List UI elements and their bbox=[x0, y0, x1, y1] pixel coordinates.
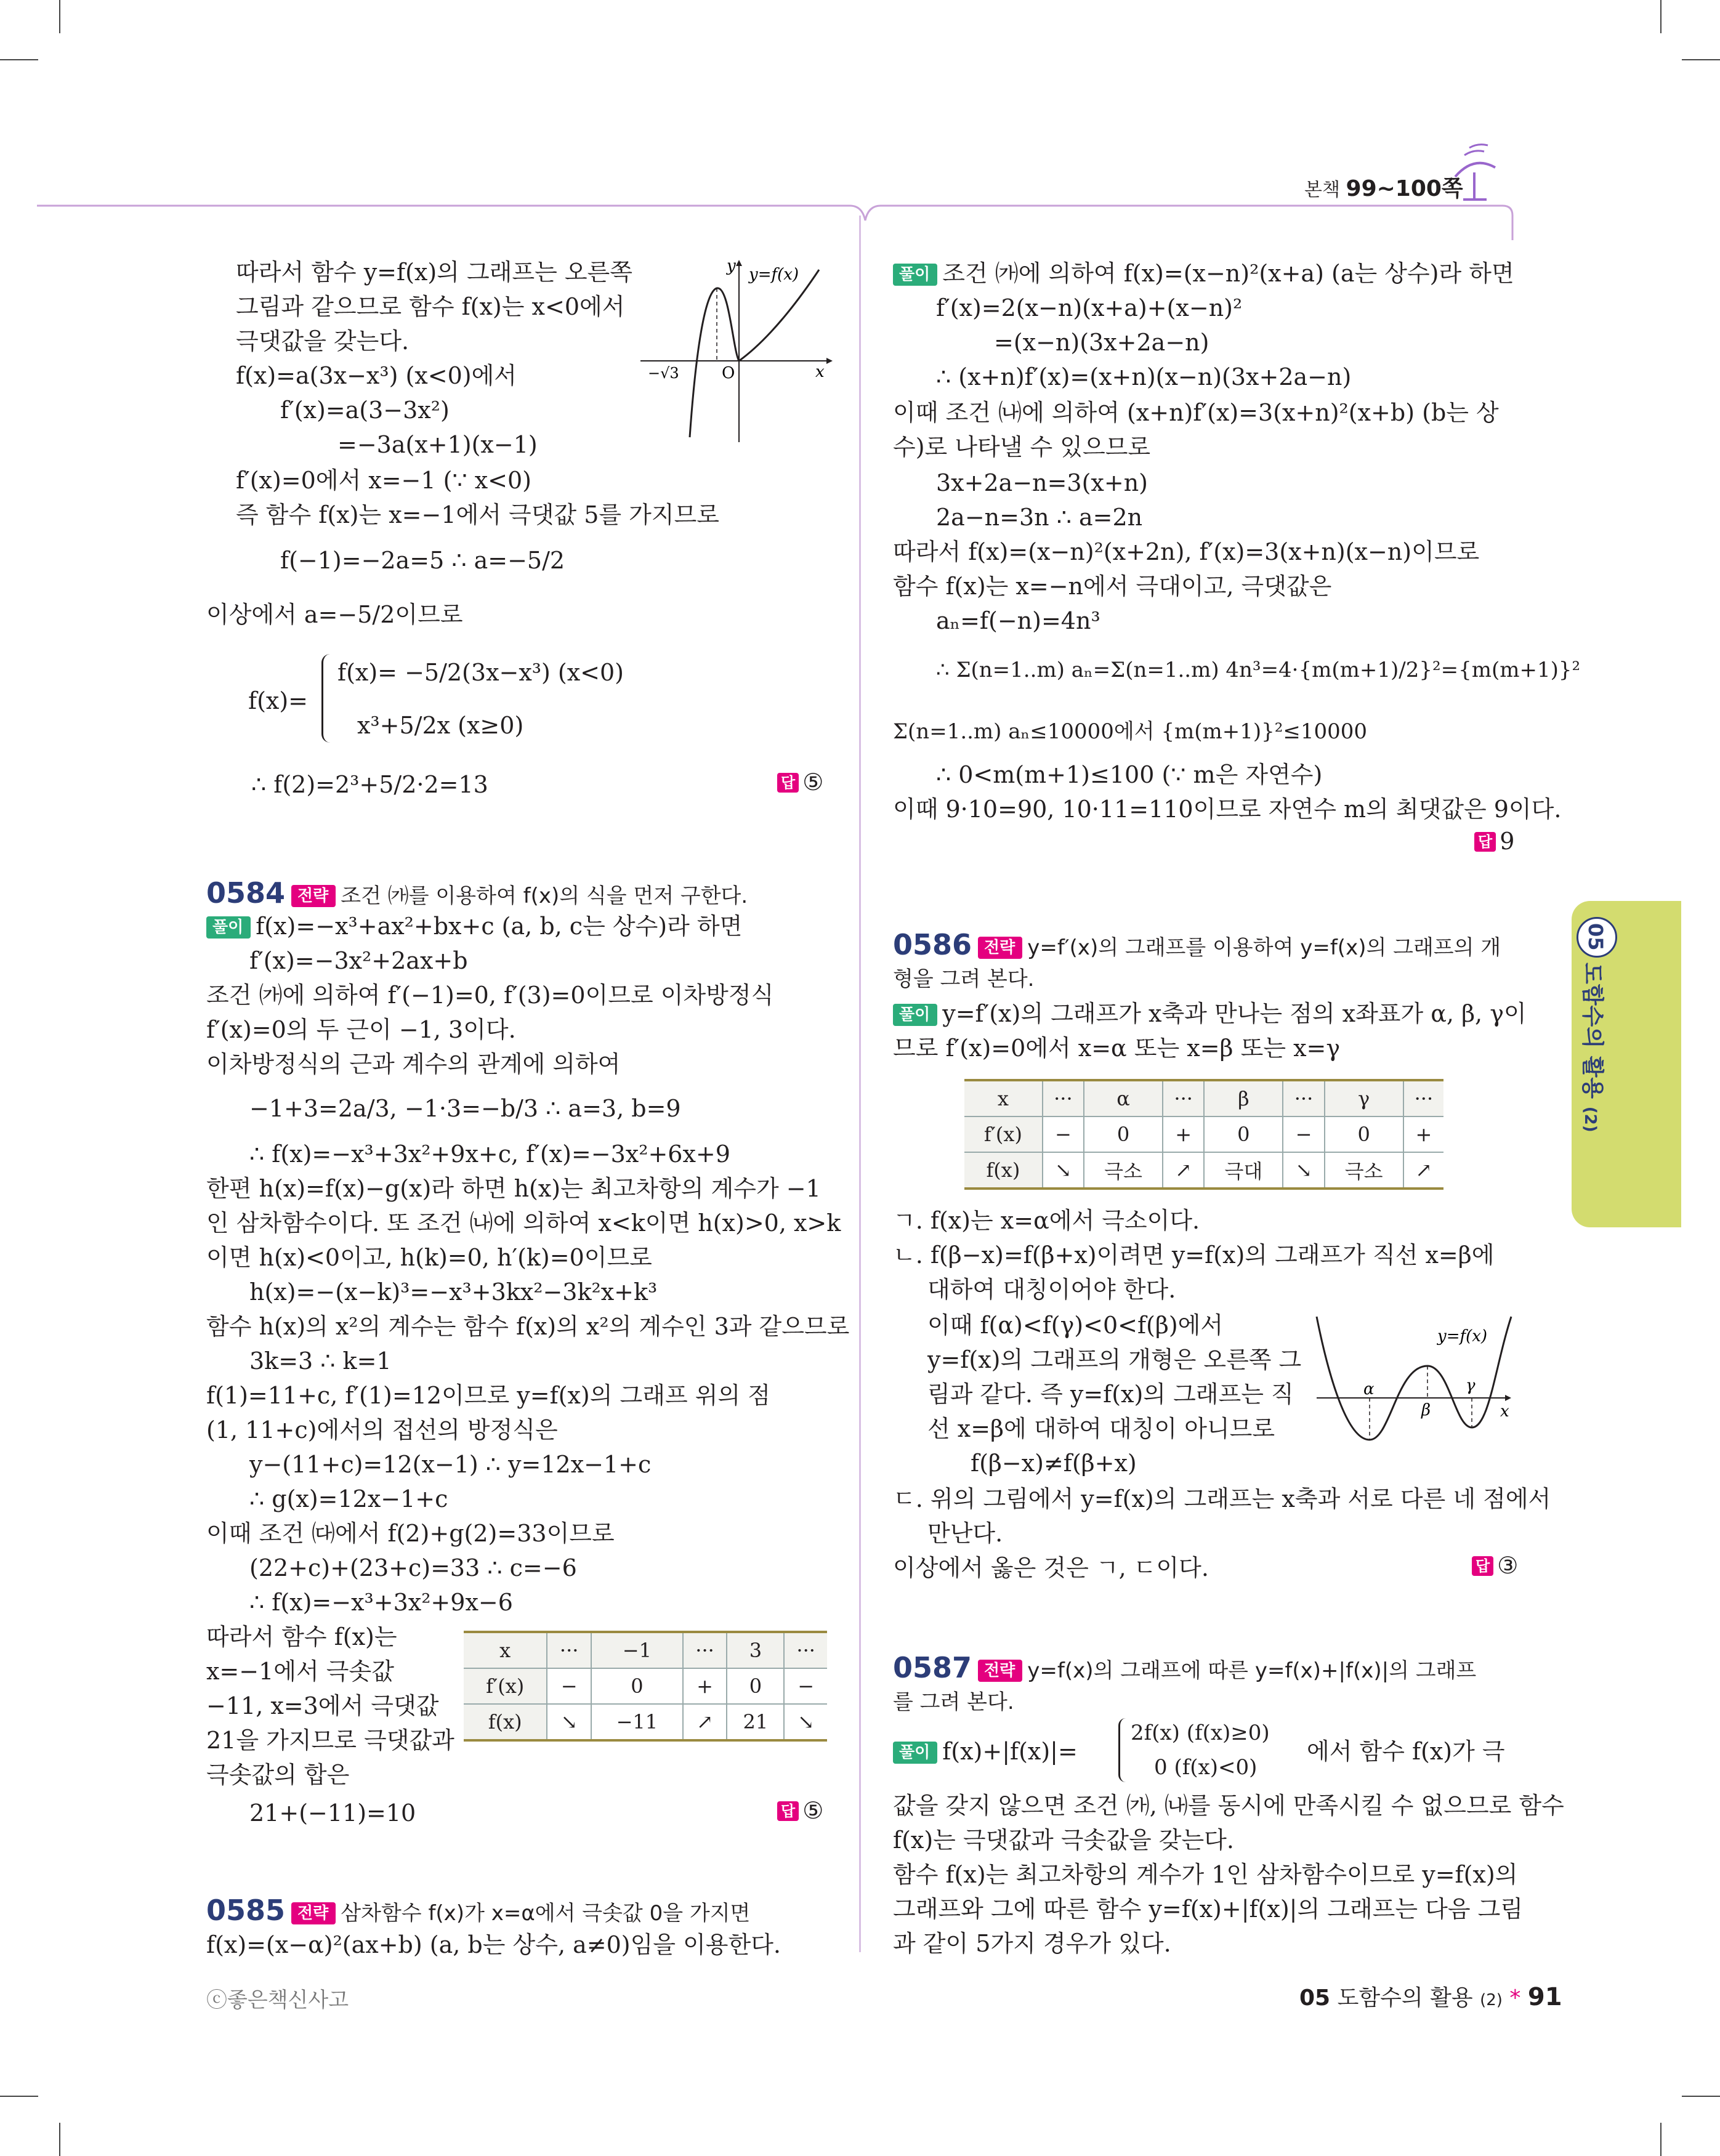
text-line: ∴ g(x)=12x−1+c bbox=[249, 1485, 448, 1512]
text-line: f(x)+|f(x)|= bbox=[942, 1738, 1078, 1765]
text-line: 이면 h(x)<0이고, h(k)=0, h′(k)=0이므로 bbox=[206, 1244, 652, 1271]
text-line: 이때 조건 ㈏에 의하여 (x+n)f′(x)=3(x+n)²(x+b) (b는 상 bbox=[893, 399, 1499, 426]
table-cell: 0 bbox=[1325, 1116, 1403, 1152]
problem-number: 0586 bbox=[893, 928, 972, 961]
answer-badge: 답 bbox=[777, 1801, 799, 1821]
text-line: 함수 f(x)는 x=−n에서 극대이고, 극댓값은 bbox=[893, 573, 1332, 600]
strategy-badge: 전략 bbox=[291, 885, 336, 907]
answer-value: ⑤ bbox=[802, 1797, 824, 1824]
table-cell: f′(x) bbox=[464, 1668, 547, 1704]
table-cell: ↘ bbox=[1043, 1152, 1084, 1189]
table-cell: x bbox=[464, 1632, 547, 1668]
table-cell: 극소 bbox=[1325, 1152, 1403, 1189]
text-line: ㄴ. f(β−x)=f(β+x)이려면 y=f(x)의 그래프가 직선 x=β에 bbox=[893, 1242, 1495, 1269]
satellite-dish-icon bbox=[1446, 143, 1501, 204]
problem-0586-heading bbox=[893, 927, 1501, 965]
text-line: 한편 h(x)=f(x)−g(x)라 하면 h(x)는 최고차항의 계수가 −1 bbox=[206, 1175, 821, 1202]
chapter-title-vertical bbox=[1578, 963, 1610, 1133]
text-line: ∴ (x+n)f′(x)=(x+n)(x−n)(3x+2a−n) bbox=[936, 363, 1352, 390]
variation-table-0584 bbox=[464, 1631, 827, 1742]
solution-badge: 풀이 bbox=[893, 1742, 937, 1764]
table-cell: + bbox=[1403, 1116, 1443, 1152]
answer-badge: 답 bbox=[1474, 832, 1496, 852]
ref-prefix: 본책 bbox=[1304, 179, 1340, 201]
text-line: 함수 h(x)의 x²의 계수는 함수 f(x)의 x²의 계수인 3과 같으므로 bbox=[206, 1313, 850, 1340]
text-line: 함수 f(x)는 최고차항의 계수가 1인 삼차함수이므로 y=f(x)의 bbox=[893, 1861, 1518, 1888]
text-line: f′(x)=−3x²+2ax+b bbox=[249, 947, 468, 974]
text-line: 만난다. bbox=[927, 1520, 1003, 1547]
table-cell: f′(x) bbox=[964, 1116, 1043, 1152]
quartic-graph bbox=[1310, 1310, 1520, 1452]
text-line: f(x)=a(3x−x³) (x<0)에서 bbox=[236, 362, 517, 389]
text-line: =−3a(x+1)(x−1) bbox=[337, 431, 538, 458]
text-line: −1+3=2a/3, −1·3=−b/3 ∴ a=3, b=9 bbox=[249, 1095, 681, 1122]
text-line: 이때 9·10=90, 10·11=110이므로 자연수 m의 최댓값은 9이다. bbox=[893, 796, 1562, 823]
text-line: y−(11+c)=12(x−1) ∴ y=12x−1+c bbox=[249, 1451, 652, 1478]
table-cell: − bbox=[784, 1668, 827, 1704]
table-cell: 극소 bbox=[1084, 1152, 1163, 1189]
strategy-text: y=f(x)의 그래프에 따른 y=f(x)+|f(x)|의 그래프 bbox=[1027, 1658, 1477, 1683]
strategy-text: 조건 ㈎를 이용하여 f(x)의 식을 먼저 구한다. bbox=[341, 884, 748, 908]
text-line: 이상에서 a=−5/2이므로 bbox=[206, 601, 463, 628]
text-line: aₙ=f(−n)=4n³ bbox=[936, 607, 1100, 634]
text-line: 3k=3 ∴ k=1 bbox=[249, 1347, 392, 1375]
table-cell: 3 bbox=[727, 1632, 784, 1668]
curve-label: y=f(x) bbox=[1437, 1327, 1488, 1346]
text-line: f′(x)=2(x−n)(x+a)+(x−n)² bbox=[936, 294, 1243, 321]
text-line: ∴ 0<m(m+1)≤100 (∵ m은 자연수) bbox=[936, 761, 1323, 788]
text-line: f(x)=−x³+ax²+bx+c (a, b, c는 상수)라 하면 bbox=[256, 913, 743, 940]
text-line: 따라서 함수 f(x)는 bbox=[206, 1623, 397, 1650]
text-line: 이상에서 옳은 것은 ㄱ, ㄷ이다. bbox=[893, 1554, 1209, 1581]
strategy-badge: 전략 bbox=[978, 1660, 1022, 1682]
piecewise-brace bbox=[321, 654, 334, 743]
strategy-text: 삼차함수 f(x)가 x=α에서 극솟값 0을 가지면 bbox=[341, 1901, 751, 1926]
piecewise-label: f(x)= bbox=[248, 687, 308, 714]
table-cell: − bbox=[547, 1668, 591, 1704]
text-line: f′(x)=0에서 x=−1 (∵ x<0) bbox=[236, 467, 532, 494]
text-line: 선 x=β에 대하여 대칭이 아니므로 bbox=[927, 1415, 1275, 1442]
text-line: =(x−n)(3x+2a−n) bbox=[994, 329, 1209, 356]
solution-line bbox=[893, 1734, 1078, 1769]
table-cell: − bbox=[1043, 1116, 1084, 1152]
footer-chapter-number: 05 bbox=[1299, 1985, 1331, 2011]
answer-0586 bbox=[1472, 1552, 1518, 1579]
answer-value: ⑤ bbox=[802, 769, 824, 796]
text-line: (22+c)+(23+c)=33 ∴ c=−6 bbox=[249, 1554, 577, 1581]
table-cell: 0 bbox=[591, 1668, 683, 1704]
ref-pages: 99~100쪽 bbox=[1346, 176, 1463, 201]
text-line: 이차방정식의 근과 계수의 관계에 의하여 bbox=[206, 1051, 621, 1078]
table-cell: x bbox=[964, 1080, 1043, 1116]
answer-badge: 답 bbox=[1472, 1556, 1493, 1576]
beta-label: β bbox=[1421, 1401, 1431, 1419]
table-cell: γ bbox=[1325, 1080, 1403, 1116]
answer-cont bbox=[777, 769, 823, 796]
table-cell: ··· bbox=[1283, 1080, 1324, 1116]
table-cell: ↘ bbox=[1283, 1152, 1324, 1189]
text-line: f(1)=11+c, f′(1)=12이므로 y=f(x)의 그래프 위의 점 bbox=[206, 1382, 770, 1409]
answer-badge: 답 bbox=[777, 773, 799, 793]
text-line: Σ(n=1..m) aₙ≤10000에서 {m(m+1)}²≤10000 bbox=[893, 719, 1368, 744]
table-cell: ↗ bbox=[683, 1704, 727, 1740]
text-line: ∴ f(x)=−x³+3x²+9x+c, f′(x)=−3x²+6x+9 bbox=[249, 1141, 730, 1168]
text-line: 21을 가지므로 극댓값과 bbox=[206, 1727, 454, 1754]
text-line: (1, 11+c)에서의 접선의 방정식은 bbox=[206, 1416, 558, 1443]
text-line: 따라서 함수 y=f(x)의 그래프는 오른쪽 bbox=[236, 259, 632, 286]
text-line: ∴ f(2)=2³+5/2·2=13 bbox=[251, 771, 488, 798]
text-line: 를 그려 본다. bbox=[893, 1690, 1014, 1714]
text-line: 이때 f(α)<f(γ)<0<f(β)에서 bbox=[927, 1312, 1224, 1339]
text-line: f(x)는 극댓값과 극솟값을 갖는다. bbox=[893, 1827, 1234, 1854]
text-line: ㄱ. f(x)는 x=α에서 극소이다. bbox=[893, 1207, 1200, 1234]
text-line: −11, x=3에서 극댓값 bbox=[206, 1692, 439, 1719]
solution-badge: 풀이 bbox=[893, 264, 937, 286]
text-line: f′(x)=a(3−3x²) bbox=[280, 397, 450, 424]
table-cell: β bbox=[1204, 1080, 1283, 1116]
table-cell: ··· bbox=[547, 1632, 591, 1668]
table-cell: −1 bbox=[591, 1632, 683, 1668]
table-cell: 극대 bbox=[1204, 1152, 1283, 1189]
table-cell: + bbox=[1163, 1116, 1204, 1152]
text-line: 따라서 f(x)=(x−n)²(x+2n), f′(x)=3(x+n)(x−n)이므로 bbox=[893, 538, 1480, 565]
text-line: 값을 갖지 않으면 조건 ㈎, ㈏를 동시에 만족시킬 수 없으므로 함수 bbox=[893, 1792, 1564, 1819]
table-cell: ··· bbox=[1043, 1080, 1084, 1116]
x-axis-label: x bbox=[815, 363, 825, 381]
table-cell: f(x) bbox=[464, 1704, 547, 1740]
text-line: 2f(x) (f(x)≥0) bbox=[1131, 1721, 1270, 1745]
table-cell: ··· bbox=[1403, 1080, 1443, 1116]
strategy-badge: 전략 bbox=[978, 937, 1022, 959]
text-line: 과 같이 5가지 경우가 있다. bbox=[893, 1930, 1171, 1957]
text-line: 즉 함수 f(x)는 x=−1에서 극댓값 5를 가지므로 bbox=[236, 501, 719, 528]
gamma-label: γ bbox=[1466, 1376, 1476, 1395]
chapter-side-tab bbox=[1572, 901, 1681, 1227]
text-line: ㄷ. 위의 그림에서 y=f(x)의 그래프는 x축과 서로 다른 네 점에서 bbox=[893, 1485, 1551, 1512]
text-line: 인 삼차함수이다. 또 조건 ㈏에 의하여 x<k이면 h(x)>0, x>k bbox=[206, 1209, 841, 1237]
problem-0587-heading bbox=[893, 1650, 1476, 1688]
text-line: f(x)= −5/2(3x−x³) (x<0) bbox=[337, 659, 624, 686]
text-line: 이때 조건 ㈐에서 f(2)+g(2)=33이므로 bbox=[206, 1520, 615, 1547]
text-line: 그림과 같으므로 함수 f(x)는 x<0에서 bbox=[236, 293, 625, 320]
table-cell: + bbox=[683, 1668, 727, 1704]
problem-number: 0585 bbox=[206, 1894, 286, 1927]
text-line: 2a−n=3n ∴ a=2n bbox=[936, 504, 1143, 531]
variation-table-0586 bbox=[964, 1079, 1443, 1190]
answer-0584 bbox=[777, 1797, 823, 1824]
strategy-badge: 전략 bbox=[291, 1902, 336, 1924]
solution-badge: 풀이 bbox=[206, 916, 251, 939]
text-line: 극솟값의 합은 bbox=[206, 1761, 350, 1788]
text-line: 0 (f(x)<0) bbox=[1154, 1755, 1258, 1780]
text-line: h(x)=−(x−k)³=−x³+3kx²−3k²x+k³ bbox=[249, 1278, 658, 1306]
table-cell: −11 bbox=[591, 1704, 683, 1740]
text-line: x³+5/2x (x≥0) bbox=[357, 712, 524, 739]
text-line: 극댓값을 갖는다. bbox=[236, 328, 410, 355]
table-cell: 0 bbox=[727, 1668, 784, 1704]
problem-number: 0587 bbox=[893, 1651, 972, 1684]
table-cell: − bbox=[1283, 1116, 1324, 1152]
footer-chapter-part: (2) bbox=[1480, 1991, 1503, 2009]
solution-line bbox=[893, 996, 1527, 1031]
publisher-credit: ⓒ좋은책신사고 bbox=[206, 1988, 349, 2013]
table-cell: ↗ bbox=[1163, 1152, 1204, 1189]
text-line: ∴ f(x)=−x³+3x²+9x−6 bbox=[249, 1589, 513, 1616]
answer-value: ③ bbox=[1497, 1552, 1519, 1579]
text-line: f′(x)=0의 두 근이 −1, 3이다. bbox=[206, 1016, 516, 1043]
text-line: f(β−x)≠f(β+x) bbox=[971, 1450, 1137, 1477]
header-rule bbox=[37, 197, 1527, 246]
solution-badge: 풀이 bbox=[893, 1004, 937, 1026]
table-cell: ↗ bbox=[1403, 1152, 1443, 1189]
column-divider bbox=[859, 216, 861, 1952]
strategy-text: y=f′(x)의 그래프를 이용하여 y=f(x)의 그래프의 개 bbox=[1027, 935, 1501, 960]
text-line: 림과 같다. 즉 y=f(x)의 그래프는 직 bbox=[927, 1381, 1294, 1408]
text-line: 에서 함수 f(x)가 극 bbox=[1307, 1738, 1505, 1765]
text-line: 형을 그려 본다. bbox=[893, 967, 1035, 991]
text-line: f(−1)=−2a=5 ∴ a=−5/2 bbox=[280, 547, 565, 574]
table-cell: 0 bbox=[1084, 1116, 1163, 1152]
text-line: 므로 f′(x)=0에서 x=α 또는 x=β 또는 x=γ bbox=[893, 1035, 1341, 1062]
problem-0584-heading bbox=[206, 876, 748, 913]
table-cell: ↘ bbox=[784, 1704, 827, 1740]
table-cell: 0 bbox=[1204, 1116, 1283, 1152]
y-axis-label: y bbox=[727, 257, 736, 275]
x-axis-label: x bbox=[1500, 1402, 1509, 1421]
text-line: 21+(−11)=10 bbox=[249, 1799, 416, 1827]
root-label: −√3 bbox=[648, 365, 679, 382]
text-line: 3x+2a−n=3(x+n) bbox=[936, 469, 1149, 496]
problem-0585-heading bbox=[206, 1893, 750, 1931]
footer-chapter-title: 도함수의 활용 bbox=[1337, 1985, 1473, 2011]
text-line: 조건 ㈎에 의하여 f(x)=(x−n)²(x+a) (a는 상수)라 하면 bbox=[942, 260, 1514, 287]
piecewise-brace-0587 bbox=[1118, 1718, 1130, 1782]
table-cell: ··· bbox=[784, 1632, 827, 1668]
problem-number: 0584 bbox=[206, 876, 286, 910]
answer-value: 9 bbox=[1500, 828, 1515, 855]
answer-cont-right bbox=[1474, 828, 1514, 855]
text-line: ∴ Σ(n=1..m) aₙ=Σ(n=1..m) 4n³=4·{m(m+1)/2}²={m(m+1)}² bbox=[936, 658, 1581, 682]
chapter-number: 05 bbox=[1584, 923, 1607, 951]
text-line: 그래프와 그에 따른 함수 y=f(x)+|f(x)|의 그래프는 다음 그림 bbox=[893, 1896, 1524, 1923]
alpha-label: α bbox=[1363, 1380, 1375, 1399]
table-cell: f(x) bbox=[964, 1152, 1043, 1189]
chapter-part: (2) bbox=[1581, 1106, 1599, 1133]
solution-line bbox=[206, 909, 742, 943]
page-number: 91 bbox=[1527, 1983, 1562, 2011]
solution-line bbox=[893, 256, 1514, 291]
text-line: 조건 ㈎에 의하여 f′(−1)=0, f′(3)=0이므로 이차방정식 bbox=[206, 982, 774, 1009]
text-line: f(x)=(x−α)²(ax+b) (a, b는 상수, a≠0)임을 이용한다. bbox=[206, 1931, 781, 1958]
curve-label: y=f(x) bbox=[749, 265, 799, 284]
text-line: 대하여 대칭이어야 한다. bbox=[927, 1276, 1176, 1303]
text-line: 수)로 나타낼 수 있으므로 bbox=[893, 434, 1151, 461]
chapter-title: 도함수의 활용 bbox=[1580, 963, 1605, 1099]
table-cell: ↘ bbox=[547, 1704, 591, 1740]
table-cell: ··· bbox=[1163, 1080, 1204, 1116]
footer-separator: * bbox=[1509, 1985, 1521, 2011]
table-cell: ··· bbox=[683, 1632, 727, 1668]
table-cell: α bbox=[1084, 1080, 1163, 1116]
footer-chapter bbox=[1299, 1980, 1562, 2012]
text-line: x=−1에서 극솟값 bbox=[206, 1658, 394, 1685]
text-line: y=f′(x)의 그래프가 x축과 만나는 점의 x좌표가 α, β, γ이 bbox=[942, 1000, 1527, 1027]
origin-label: O bbox=[722, 364, 735, 382]
table-cell: 21 bbox=[727, 1704, 784, 1740]
text-line: y=f(x)의 그래프의 개형은 오른쪽 그 bbox=[927, 1346, 1302, 1373]
cubic-graph bbox=[640, 257, 838, 448]
